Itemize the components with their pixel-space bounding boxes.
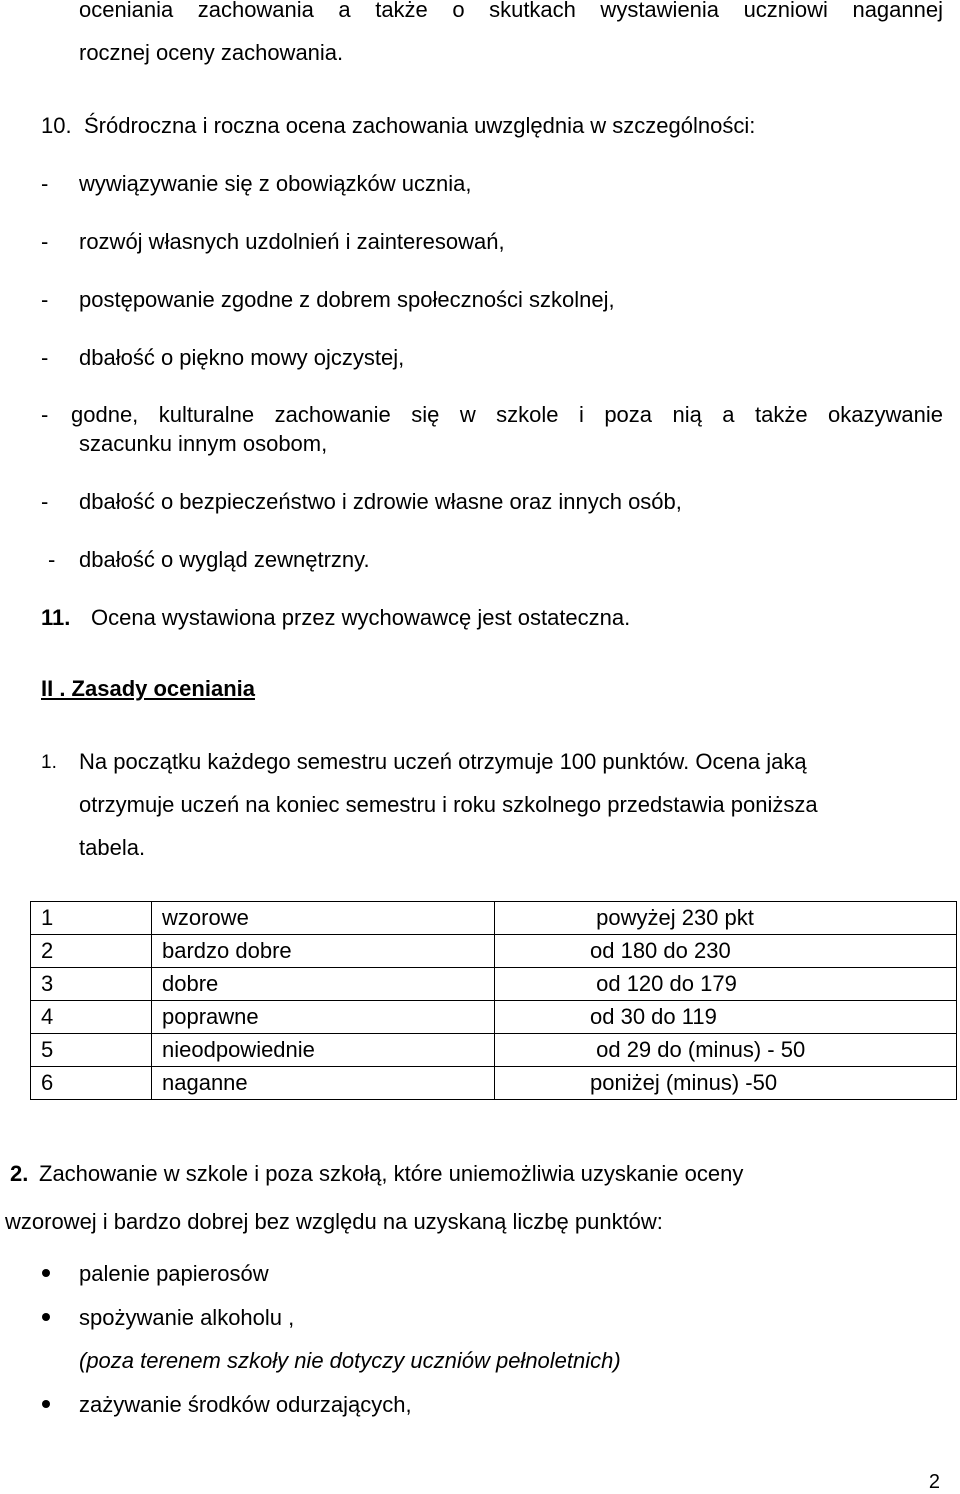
table-row (31, 1001, 957, 1034)
list-dash: - (41, 489, 49, 514)
grades-table (30, 901, 957, 1100)
list-dash: - (48, 547, 56, 572)
grade-number-cell: 6 (31, 1067, 152, 1100)
list-item: godne, kulturalne zachowanie się w szkole i poza nią a także okazywanie (71, 402, 943, 427)
grade-points-cell: od 180 do 230 (495, 935, 957, 968)
rule-2-line-2: wzorowej i bardzo dobrej bez względu na uzyskaną liczbę punktów: (5, 1209, 663, 1234)
list-dash: - (41, 345, 49, 370)
list-item: postępowanie zgodne z dobrem społeczności szkolnej, (79, 287, 615, 312)
list-item: rozwój własnych uzdolnień i zainteresowań, (79, 229, 505, 254)
grade-points-cell: powyżej 230 pkt (495, 902, 957, 935)
grade-points-cell: od 29 do (minus) - 50 (495, 1034, 957, 1067)
bullet-item: zażywanie środków odurzających, (79, 1392, 412, 1417)
list-item: dbałość o bezpieczeństwo i zdrowie własne oraz innych osób, (79, 489, 682, 514)
table-row (31, 902, 957, 935)
grade-number-cell: 1 (31, 902, 152, 935)
grade-points-cell: od 120 do 179 (495, 968, 957, 1001)
grade-points-cell: od 30 do 119 (495, 1001, 957, 1034)
table-row (31, 1034, 957, 1067)
intro-line-1: oceniania zachowania a także o skutkach wystawienia uczniowi nagannej (79, 0, 943, 22)
bullet-note: (poza terenem szkoły nie dotyczy uczniów pełnoletnich) (79, 1348, 621, 1373)
list-item-continuation: szacunku innym osobom, (79, 431, 328, 456)
point-11-number: 11. (41, 605, 71, 630)
rule-1-line-1 (79, 749, 807, 775)
rule-1-number: 1. (41, 752, 57, 773)
grade-name-cell: nieodpowiednie (152, 1034, 495, 1067)
list-item: wywiązywanie się z obowiązków ucznia, (79, 171, 472, 196)
list-item: dbałość o piękno mowy ojczystej, (79, 345, 405, 370)
grades-table-body (31, 902, 957, 1100)
bullet-item: spożywanie alkoholu , (79, 1305, 295, 1330)
rule-1-line-2: otrzymuje uczeń na koniec semestru i roku szkolnego przedstawia poniższa (79, 792, 818, 817)
table-row (31, 935, 957, 968)
intro-line-2: rocznej oceny zachowania. (79, 40, 344, 65)
bullet-icon (42, 1400, 50, 1408)
grade-number-cell: 4 (31, 1001, 152, 1034)
table-row (31, 968, 957, 1001)
list-dash: - (41, 287, 49, 312)
section-heading: II . Zasady oceniania (41, 676, 255, 701)
rule-2-number: 2. (10, 1161, 29, 1186)
grade-name-cell: naganne (152, 1067, 495, 1100)
grade-name-cell: poprawne (152, 1001, 495, 1034)
grade-points-cell: poniżej (minus) -50 (495, 1067, 957, 1100)
grade-name-cell: bardzo dobre (152, 935, 495, 968)
point-10-number: 10. (41, 113, 72, 138)
grade-number-cell: 3 (31, 968, 152, 1001)
bullet-icon (42, 1269, 50, 1277)
grade-number-cell: 2 (31, 935, 152, 968)
point-11-text: Ocena wystawiona przez wychowawcę jest ostateczna. (91, 605, 631, 630)
grade-name-cell: wzorowe (152, 902, 495, 935)
table-row (31, 1067, 957, 1100)
rule-1-line-1b: . Ocena jaką (683, 749, 807, 774)
grade-number-cell: 5 (31, 1034, 152, 1067)
list-dash: - (41, 229, 49, 254)
rule-2-line-1: Zachowanie w szkole i poza szkołą, które uniemożliwia uzyskanie oceny (39, 1161, 744, 1186)
grade-name-cell: dobre (152, 968, 495, 1001)
point-10-text: Śródroczna i roczna ocena zachowania uwzględnia w szczególności: (84, 113, 756, 138)
list-dash: - (41, 171, 49, 196)
page-number: 2 (928, 1471, 940, 1493)
bullet-item: palenie papierosów (79, 1261, 269, 1286)
rule-1-line-3: tabela. (79, 835, 146, 860)
list-item: dbałość o wygląd zewnętrzny. (79, 547, 370, 572)
rule-1-line-1a: Na początku każdego semestru uczeń otrzymuje 100 punktów (79, 749, 684, 774)
bullet-icon (42, 1313, 50, 1321)
list-dash: - (41, 402, 49, 427)
